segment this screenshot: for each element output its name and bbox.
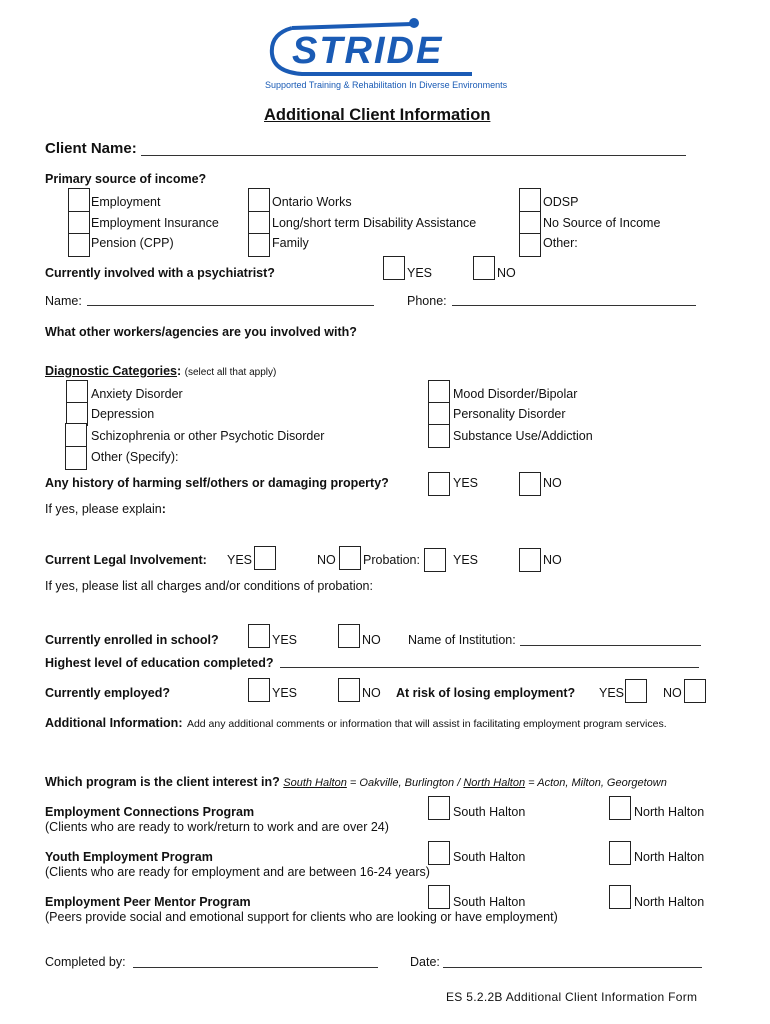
checkbox-harm-no[interactable] — [519, 472, 541, 496]
workers-label: What other workers/agencies are you involved with? — [45, 325, 357, 339]
additional-label: Additional Information: — [45, 716, 183, 730]
checkbox-legal-yes[interactable] — [254, 546, 276, 570]
program-south-link: South Halton — [283, 777, 347, 789]
school-no-label: NO — [362, 633, 381, 647]
program-north-link: North Halton — [463, 777, 526, 789]
checkbox-mood[interactable] — [428, 380, 450, 404]
youth-north-label: North Halton — [634, 850, 705, 864]
checkbox-ontario-works[interactable] — [248, 188, 270, 212]
checkbox-employment[interactable] — [68, 188, 90, 212]
checkbox-personality[interactable] — [428, 402, 450, 426]
probation-no-label: NO — [543, 553, 562, 567]
checkbox-risk-yes[interactable] — [625, 679, 647, 703]
checkbox-risk-no[interactable] — [684, 679, 706, 703]
employed-yes-label: YES — [272, 686, 298, 700]
income-disability-label: Long/short term Disability Assistance — [272, 216, 477, 230]
logo-tagline: Supported Training & Rehabilitation In Diverse Environments — [265, 80, 508, 90]
program-north-desc: = Acton, Milton, Georgetown — [525, 777, 667, 789]
checkbox-substance[interactable] — [428, 424, 450, 448]
checkbox-youth-north[interactable] — [609, 841, 631, 865]
checkbox-pension[interactable] — [68, 233, 90, 257]
checkbox-psychiatrist-no[interactable] — [473, 256, 495, 280]
psychiatrist-label: Currently involved with a psychiatrist? — [45, 266, 275, 280]
date-field[interactable] — [443, 967, 702, 968]
date-label: Date: — [410, 955, 440, 969]
institution-label: Name of Institution: — [408, 633, 516, 647]
diag-mood-label: Mood Disorder/Bipolar — [453, 387, 578, 401]
psychiatrist-name-field[interactable] — [87, 305, 374, 306]
school-label: Currently enrolled in school? — [45, 633, 219, 647]
diagnostic-hint: (select all that apply) — [184, 367, 277, 378]
stride-logo — [262, 14, 512, 94]
program-peer-mentor-name: Employment Peer Mentor Program — [45, 895, 251, 909]
completed-by-field[interactable] — [133, 967, 378, 968]
legal-label: Current Legal Involvement: — [45, 553, 207, 567]
diag-personality-label: Personality Disorder — [453, 407, 566, 421]
checkbox-probation-no[interactable] — [519, 548, 541, 572]
logo-wordmark: STRIDE — [292, 30, 444, 72]
income-family-label: Family — [272, 236, 309, 250]
harm-no-label: NO — [543, 476, 562, 490]
program-south-desc: = Oakville, Burlington / — [346, 777, 464, 789]
program-employment-connections-desc: (Clients who are ready to work/return to work and are over 24) — [45, 820, 389, 834]
ec-south-label: South Halton — [453, 805, 526, 819]
peer-south-label: South Halton — [453, 895, 526, 909]
ec-north-label: North Halton — [634, 805, 705, 819]
checkbox-legal-no[interactable] — [339, 546, 361, 570]
psychiatrist-phone-label: Phone: — [407, 294, 447, 308]
program-question — [45, 775, 667, 789]
checkbox-family[interactable] — [248, 233, 270, 257]
diag-schizophrenia-label: Schizophrenia or other Psychotic Disorder — [91, 429, 325, 443]
income-other-label: Other: — [543, 236, 578, 250]
income-employment-label: Employment — [91, 195, 161, 209]
school-yes-label: YES — [272, 633, 298, 647]
page-title: Additional Client Information — [264, 106, 491, 124]
checkbox-schizophrenia[interactable] — [65, 423, 87, 447]
checkbox-employed-yes[interactable] — [248, 678, 270, 702]
psychiatrist-name-label: Name: — [45, 294, 82, 308]
income-none-label: No Source of Income — [543, 216, 661, 230]
checkbox-ec-north[interactable] — [609, 796, 631, 820]
legal-no-label: NO — [317, 553, 336, 567]
program-peer-mentor-desc: (Peers provide social and emotional support for clients who are looking or have employment) — [45, 910, 558, 924]
diag-anxiety-label: Anxiety Disorder — [91, 387, 183, 401]
psychiatrist-yes-label: YES — [407, 266, 433, 280]
diag-other-label: Other (Specify): — [91, 450, 179, 464]
checkbox-no-income[interactable] — [519, 211, 541, 235]
psychiatrist-phone-field[interactable] — [452, 305, 696, 306]
checkbox-employed-no[interactable] — [338, 678, 360, 702]
checkbox-other-diag[interactable] — [65, 446, 87, 470]
income-label: Primary source of income? — [45, 172, 207, 186]
checkbox-odsp[interactable] — [519, 188, 541, 212]
institution-field[interactable] — [520, 645, 701, 646]
checkbox-peer-north[interactable] — [609, 885, 631, 909]
additional-text: Add any additional comments or information that will assist in facilitating employment program services. — [186, 718, 667, 730]
checkbox-school-yes[interactable] — [248, 624, 270, 648]
peer-north-label: North Halton — [634, 895, 705, 909]
risk-yes-label: YES — [599, 686, 625, 700]
checkbox-employment-insurance[interactable] — [68, 211, 90, 235]
income-odsp-label: ODSP — [543, 195, 579, 209]
harm-explain-label — [45, 502, 166, 516]
checkbox-peer-south[interactable] — [428, 885, 450, 909]
legal-list-label: If yes, please list all charges and/or conditions of probation: — [45, 579, 373, 593]
program-employment-connections-name: Employment Connections Program — [45, 805, 255, 819]
additional-info — [45, 714, 667, 732]
checkbox-other-income[interactable] — [519, 233, 541, 257]
checkbox-ec-south[interactable] — [428, 796, 450, 820]
checkbox-school-no[interactable] — [338, 624, 360, 648]
checkbox-disability[interactable] — [248, 211, 270, 235]
checkbox-anxiety[interactable] — [66, 380, 88, 404]
checkbox-youth-south[interactable] — [428, 841, 450, 865]
program-youth-desc: (Clients who are ready for employment and are between 16-24 years) — [45, 865, 430, 879]
probation-yes-label: YES — [453, 553, 479, 567]
diagnostic-colon: : — [176, 364, 182, 378]
checkbox-probation-yes[interactable] — [424, 548, 446, 572]
program-label: Which program is the client interest in? — [45, 775, 280, 789]
client-name-field[interactable] — [141, 155, 686, 156]
education-field[interactable] — [280, 667, 699, 668]
youth-south-label: South Halton — [453, 850, 526, 864]
client-name-label: Client Name: — [45, 140, 137, 157]
completed-by-label: Completed by: — [45, 955, 126, 969]
risk-no-label: NO — [663, 686, 682, 700]
diagnostic-label: Diagnostic Categories — [45, 364, 177, 378]
employed-no-label: NO — [362, 686, 381, 700]
harm-explain-colon: : — [161, 502, 166, 516]
program-youth-name: Youth Employment Program — [45, 850, 213, 864]
diagnostic-heading — [45, 364, 276, 378]
risk-label: At risk of losing employment? — [396, 686, 576, 700]
psychiatrist-no-label: NO — [497, 266, 516, 280]
employed-label: Currently employed? — [45, 686, 171, 700]
harm-label: Any history of harming self/others or damaging property? — [45, 476, 389, 490]
education-label: Highest level of education completed? — [45, 656, 274, 670]
form-footer: ES 5.2.2B Additional Client Information Form — [446, 990, 698, 1004]
income-ow-label: Ontario Works — [272, 195, 352, 209]
probation-label: Probation: — [363, 553, 420, 567]
diag-depression-label: Depression — [91, 407, 155, 421]
harm-yes-label: YES — [453, 476, 479, 490]
checkbox-psychiatrist-yes[interactable] — [383, 256, 405, 280]
checkbox-harm-yes[interactable] — [428, 472, 450, 496]
income-pension-label: Pension (CPP) — [91, 236, 174, 250]
legal-yes-label: YES — [227, 553, 253, 567]
income-ei-label: Employment Insurance — [91, 216, 219, 230]
diag-substance-label: Substance Use/Addiction — [453, 429, 593, 443]
harm-explain-text: If yes, please explain — [45, 502, 162, 516]
